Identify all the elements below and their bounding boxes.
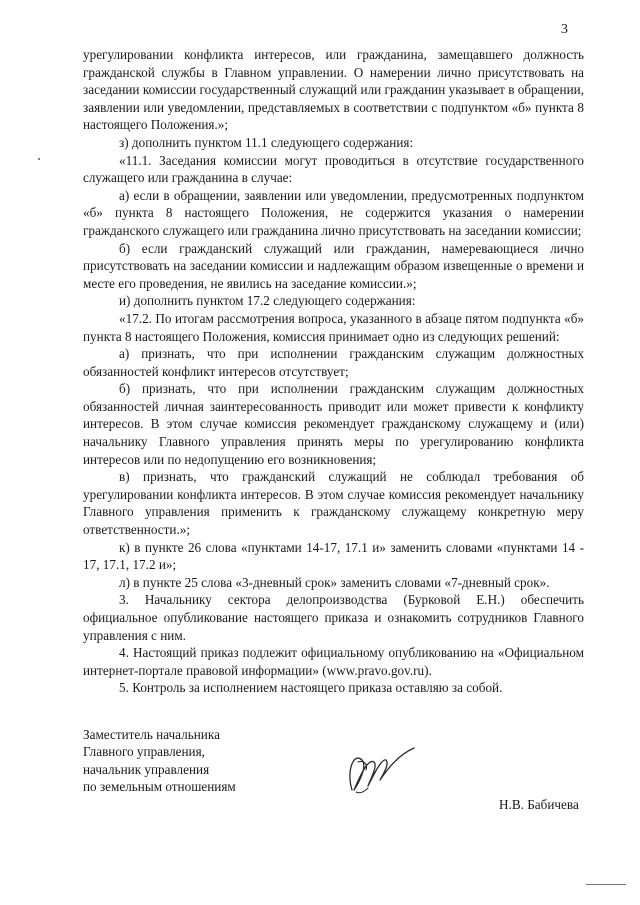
document-body: [83, 46, 584, 697]
paragraph-continuation: урегулировании конфликта интересов, или гражданина, замещавшего должность гражданской службы в Главном управлении. О намерении лично присутствовать на заседании комиссии государственный служащий или гражданин указывает в обращении, заявлении или уведомлении, представляемых в соответствии с подпунктом «б» пункта 8 настоящего Положения.»;: [83, 47, 584, 133]
signatory-position-line: Главного управления,: [83, 744, 205, 760]
signatory-position-line: Заместитель начальника: [83, 727, 220, 742]
paragraph-item-k: к) в пункте 26 слова «пунктами 14-17, 17.1 и» заменить словами «пунктами 14 - 17, 17.1, 17.2 и»;: [83, 539, 584, 573]
page-number: 3: [561, 22, 568, 37]
paragraph-clause-17-2: «17.2. По итогам рассмотрения вопроса, указанного в абзаце пятом подпункта «б» пункта 8 настоящего Положения, комиссия принимает одно из следующих решений:: [83, 310, 584, 344]
signatory-position-line: начальник управления: [83, 761, 210, 777]
paragraph-sub-b: б) если гражданский служащий или гражданин, намеревающиеся лично присутствовать на заседании комиссии и надлежащим образом извещенные о времени и месте его проведения, не явились на заседание комиссии.»;: [83, 240, 584, 291]
signatory-position-line: по земельным отношениям: [83, 779, 236, 795]
signatory-position: [83, 726, 236, 796]
paragraph-decision-b: б) признать, что при исполнении гражданским служащим должностных обязанностей личная заинтересованность приводит или может привести к конфликту интересов. В этом случае комиссия рекомендует гражданскому служащему и (или) начальнику Главного управления принять меры по урегулированию конфликта интересов или по недопущению его возникновения;: [83, 381, 584, 467]
paragraph-decision-a: а) признать, что при исполнении гражданским служащим должностных обязанностей конфликт интересов отсутствует;: [83, 346, 584, 379]
paragraph-item-l: л) в пункте 25 слова «3-дневный срок» заменить словами «7-дневный срок».: [119, 574, 550, 590]
paragraph-item-z: з) дополнить пунктом 11.1 следующего содержания:: [119, 134, 414, 150]
paragraph-item-i: и) дополнить пунктом 17.2 следующего содержания:: [119, 293, 416, 309]
margin-mark: [38, 158, 40, 160]
handwritten-signature: [338, 740, 418, 800]
footer-rule: [586, 884, 626, 885]
paragraph-point-3: 3. Начальнику сектора делопроизводства (Бурковой Е.Н.) обеспечить официальное опубликование настоящего приказа и ознакомить сотрудников Главного управления с ним.: [83, 592, 584, 643]
paragraph-clause-11-1: «11.1. Заседания комиссии могут проводиться в отсутствие государственного служащего или гражданина в случае:: [83, 152, 584, 186]
paragraph-decision-v: в) признать, что гражданский служащий не соблюдал требования об урегулировании конфликта интересов. В этом случае комиссия рекомендует начальнику Главного управления применить к гражданскому служащему конкретную меру ответственности.»;: [83, 469, 584, 538]
paragraph-sub-a: а) если в обращении, заявлении или уведомлении, предусмотренных подпунктом «б» пункта 8 настоящего Положения, не содержится указания о намерении гражданского служащего или гражданина лично присутствовать на заседании комиссии;: [83, 187, 584, 238]
paragraph-point-4: 4. Настоящий приказ подлежит официальному опубликованию на «Официальном интернет-портале правовой информации» (www.pravo.gov.ru).: [83, 645, 584, 678]
signatory-name: Н.В. Бабичева: [499, 797, 579, 812]
paragraph-point-5: 5. Контроль за исполнением настоящего приказа оставляю за собой.: [119, 680, 503, 696]
